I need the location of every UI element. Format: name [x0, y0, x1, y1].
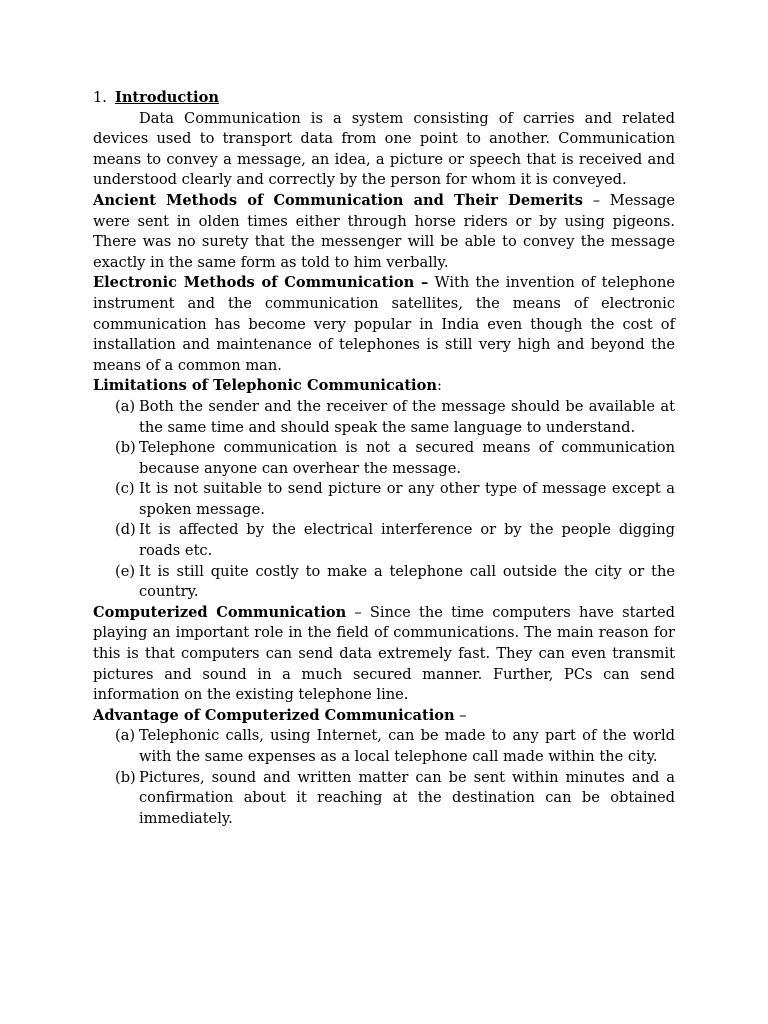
list-marker: (b) — [115, 439, 136, 457]
list-marker: (d) — [115, 521, 136, 539]
advantage-heading-suffix: – — [454, 706, 467, 724]
limitations-list — [93, 397, 675, 603]
list-item-text: Telephone communication is not a secured means of communication because anyone can overhear the message. — [139, 439, 675, 477]
list-marker: (a) — [115, 727, 136, 745]
ancient-methods-heading: Ancient Methods of Communication and Their Demerits — [93, 191, 584, 209]
electronic-methods-text: With the invention of telephone instrument and the communication satellites, the means of electronic communication has become very popular in India even though the cost of installation and maintenance of telephones is still very high and beyond the means of a common man. — [93, 274, 675, 374]
list-item-text: Telephonic calls, using Internet, can be made to any part of the world with the same expenses as a local telephone call made within the city. — [139, 727, 675, 765]
list-marker: (e) — [115, 562, 136, 580]
list-marker: (b) — [115, 768, 136, 786]
list-item — [115, 520, 675, 561]
list-item — [115, 438, 675, 479]
document-page — [93, 88, 675, 829]
advantage-heading-line — [93, 706, 675, 727]
intro-heading — [93, 88, 675, 109]
computerized-communication-heading: Computerized Communication — [93, 603, 347, 621]
list-marker: (a) — [115, 397, 136, 415]
section-number: 1. — [93, 89, 107, 106]
electronic-methods-paragraph — [93, 273, 675, 376]
list-marker: (c) — [115, 480, 135, 498]
ancient-methods-text: – Message were sent in olden times either through horse riders or by using pigeons. There was no surety that the messenger will be able to convey the message exactly in the same form as told to him verbally. — [93, 191, 676, 271]
list-item-text: Pictures, sound and written matter can be sent within minutes and a confirmation about it reaching at the destination can be obtained immediately. — [139, 768, 675, 827]
list-item — [115, 768, 675, 830]
computerized-communication-paragraph — [93, 603, 675, 706]
limitations-heading-suffix: : — [436, 377, 442, 395]
section-title-introduction: Introduction — [115, 89, 219, 106]
electronic-methods-heading: Electronic Methods of Communication – — [93, 274, 429, 292]
advantage-list — [93, 726, 675, 829]
advantage-heading: Advantage of Computerized Communication — [93, 706, 455, 724]
list-item-text: Both the sender and the receiver of the message should be available at the same time and should speak the same language to understand. — [139, 397, 675, 436]
list-item-text: It is still quite costly to make a telephone call outside the city or the country. — [139, 562, 675, 601]
list-item — [115, 726, 675, 767]
list-item-text: It is not suitable to send picture or any other type of message except a spoken message. — [139, 480, 675, 518]
ancient-methods-paragraph — [93, 191, 675, 273]
list-item — [115, 479, 675, 520]
limitations-heading-line — [93, 376, 675, 397]
computerized-communication-text: – Since the time computers have started playing an important role in the field of communications. The main reason for this is that computers can send data extremely fast. They can even transmit pictures and sound in a much secured manner. Further, PCs can send information on the existing telephone line. — [93, 603, 675, 704]
list-item-text: It is affected by the electrical interference or by the people digging roads etc. — [139, 521, 675, 560]
intro-paragraph: Data Communication is a system consisting of carries and related devices used to transport data from one point to another. Communication means to convey a message, an idea, a picture or speech that is received and understood clearly and correctly by the person for whom it is conveyed. — [93, 109, 675, 189]
list-item — [115, 397, 675, 438]
list-item — [115, 562, 675, 603]
limitations-heading: Limitations of Telephonic Communication — [93, 377, 437, 395]
